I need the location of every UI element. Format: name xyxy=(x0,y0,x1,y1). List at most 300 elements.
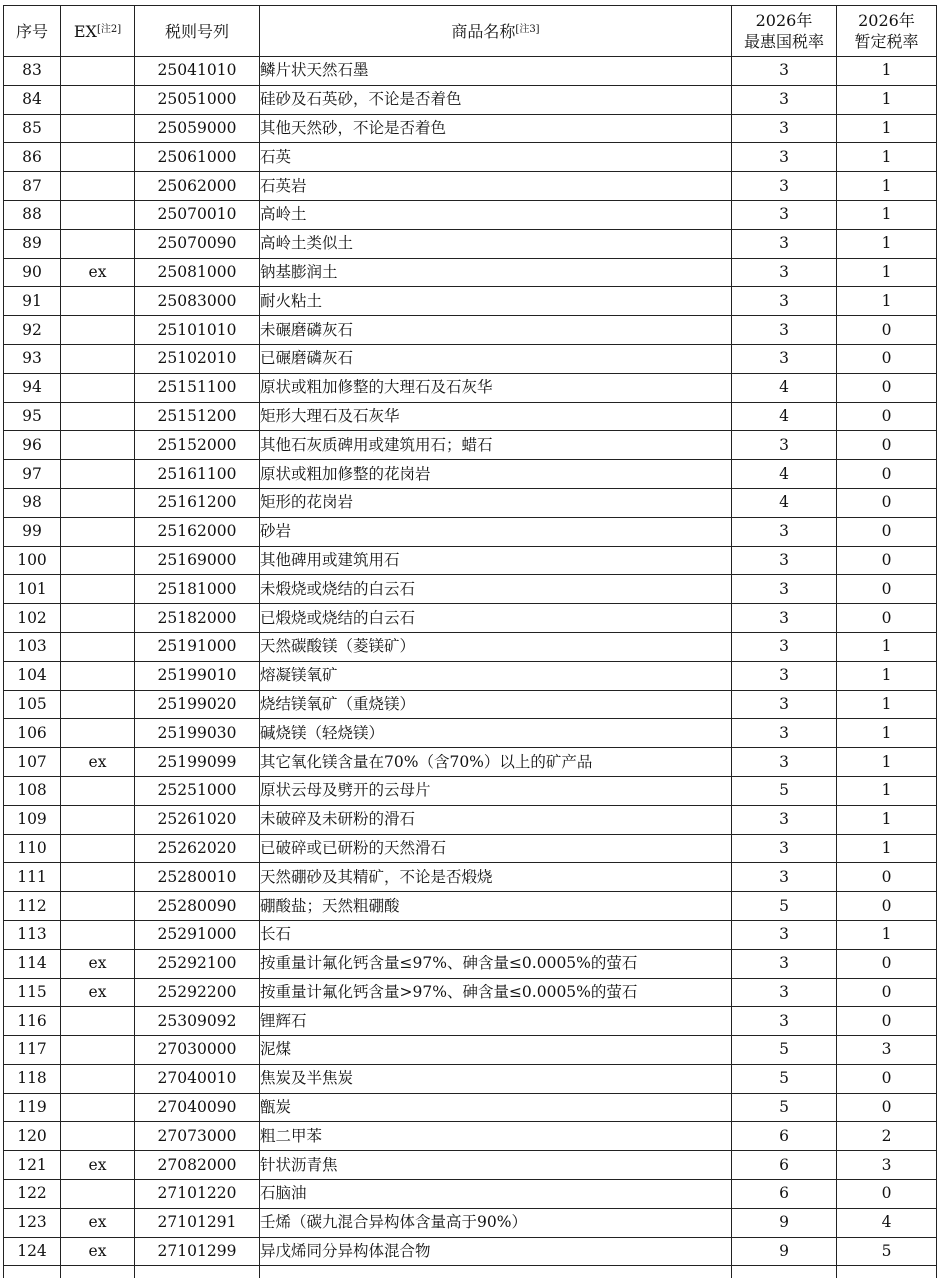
cell-seq: 112 xyxy=(4,892,61,921)
cell-provisional-rate: 0 xyxy=(837,460,937,489)
cell-product-name: 未煅烧或烧结的白云石 xyxy=(260,575,732,604)
cell-mfn-rate: 4 xyxy=(732,460,837,489)
cell-ex xyxy=(61,1007,135,1036)
cell-seq: 83 xyxy=(4,57,61,86)
cell-provisional-rate: 1 xyxy=(837,805,937,834)
cell-provisional-rate: 0 xyxy=(837,488,937,517)
cell-mfn-rate: 3 xyxy=(732,949,837,978)
table-row xyxy=(4,316,937,345)
table-row xyxy=(4,1064,937,1093)
table-row xyxy=(4,776,937,805)
cell-product-name: 耐火粘土 xyxy=(260,287,732,316)
cell-mfn-rate: 3 xyxy=(732,287,837,316)
cell-provisional-rate: 1 xyxy=(837,920,937,949)
header-tariff-code: 税则号列 xyxy=(135,6,260,57)
header-seq: 序号 xyxy=(4,6,61,57)
header-product-name: 商品名称[注3] xyxy=(260,6,732,57)
cell-seq: 120 xyxy=(4,1122,61,1151)
cell-ex xyxy=(61,143,135,172)
table-row xyxy=(4,1036,937,1065)
cell-seq: 111 xyxy=(4,863,61,892)
cell-mfn-rate: 6 xyxy=(732,1122,837,1151)
cell-mfn-rate: 3 xyxy=(732,978,837,1007)
cell-ex xyxy=(61,1064,135,1093)
cell-provisional-rate: 0 xyxy=(837,546,937,575)
table-row xyxy=(4,604,937,633)
cell-mfn-rate: 5 xyxy=(732,776,837,805)
table-row xyxy=(4,517,937,546)
table-row xyxy=(4,344,937,373)
cell-product-name: 泥煤 xyxy=(260,1036,732,1065)
cell-product-name: 天然碳酸镁（菱镁矿） xyxy=(260,632,732,661)
cell-seq: 103 xyxy=(4,632,61,661)
cell-ex xyxy=(61,460,135,489)
cell-tariff-code: 25199099 xyxy=(135,748,260,777)
cell-mfn-rate: 3 xyxy=(732,229,837,258)
cell-provisional-rate: 0 xyxy=(837,402,937,431)
cell-tariff-code: 25161100 xyxy=(135,460,260,489)
cell-mfn-rate: 3 xyxy=(732,143,837,172)
cell-seq: 86 xyxy=(4,143,61,172)
cell-seq: 106 xyxy=(4,719,61,748)
cell-provisional-rate: 1 xyxy=(837,661,937,690)
cell-tariff-code: 25151100 xyxy=(135,373,260,402)
cell-provisional-rate: 1 xyxy=(837,200,937,229)
cell-mfn-rate: 3 xyxy=(732,661,837,690)
cell-ex: ex xyxy=(61,949,135,978)
cell-product-name: 原状或粗加修整的花岗岩 xyxy=(260,460,732,489)
cell-tariff-code: 25182000 xyxy=(135,604,260,633)
cell-mfn-rate: 3 xyxy=(732,748,837,777)
cell-product-name: 高岭土 xyxy=(260,200,732,229)
cell-ex xyxy=(61,892,135,921)
cell-tariff-code: 25169000 xyxy=(135,546,260,575)
cell-seq: 87 xyxy=(4,172,61,201)
cell-provisional-rate: 0 xyxy=(837,517,937,546)
cell-tariff-code: 27073000 xyxy=(135,1122,260,1151)
cell-ex xyxy=(61,114,135,143)
cell-product-name: 矩形大理石及石灰华 xyxy=(260,402,732,431)
cell-product-name: 石英岩 xyxy=(260,172,732,201)
cell-provisional-rate: 0 xyxy=(837,575,937,604)
table-row xyxy=(4,488,937,517)
cell-tariff-code: 25280090 xyxy=(135,892,260,921)
cell-provisional-rate: 0 xyxy=(837,1180,937,1209)
table-row xyxy=(4,85,937,114)
cell-mfn-rate: 3 xyxy=(732,632,837,661)
cell-seq: 122 xyxy=(4,1180,61,1209)
cell-ex: ex xyxy=(61,1237,135,1266)
cell-seq: 100 xyxy=(4,546,61,575)
cell-ex xyxy=(61,1093,135,1122)
cell-mfn-rate: 3 xyxy=(732,690,837,719)
cell-tariff-code: 25062000 xyxy=(135,172,260,201)
cell-provisional-rate: 1 xyxy=(837,57,937,86)
cell-product-name: 烧结镁氧矿（重烧镁） xyxy=(260,690,732,719)
table-row xyxy=(4,1237,937,1266)
cell-seq: 89 xyxy=(4,229,61,258)
cell-ex xyxy=(61,517,135,546)
cell-mfn-rate: 3 xyxy=(732,85,837,114)
table-row xyxy=(4,172,937,201)
cell-seq: 115 xyxy=(4,978,61,1007)
cell-provisional-rate: 1 xyxy=(837,229,937,258)
cell-seq: 116 xyxy=(4,1007,61,1036)
cell-tariff-code: 25262020 xyxy=(135,834,260,863)
cell-product-name: 异戊烯同分异构体混合物 xyxy=(260,1237,732,1266)
cell-tariff-code: 25152000 xyxy=(135,431,260,460)
cell-ex xyxy=(61,546,135,575)
cell-mfn-rate: 5 xyxy=(732,1064,837,1093)
cell-ex xyxy=(61,575,135,604)
cell-provisional-rate: 1 xyxy=(837,287,937,316)
table-row xyxy=(4,1007,937,1036)
cell-provisional-rate: 0 xyxy=(837,431,937,460)
cell-provisional-rate: 1 xyxy=(837,114,937,143)
cell-product-name: 鳞片状天然石墨 xyxy=(260,57,732,86)
table-row xyxy=(4,143,937,172)
cell-mfn-rate: 6 xyxy=(732,1180,837,1209)
table-body xyxy=(4,57,937,1266)
cell-product-name: 按重量计氟化钙含量≤97%、砷含量≤0.0005%的萤石 xyxy=(260,949,732,978)
cell-provisional-rate: 1 xyxy=(837,85,937,114)
table-row xyxy=(4,460,937,489)
cell-provisional-rate: 0 xyxy=(837,863,937,892)
cell-ex xyxy=(61,690,135,719)
cell-tariff-code: 25181000 xyxy=(135,575,260,604)
table-row-cutoff xyxy=(4,1266,937,1279)
cell-ex xyxy=(61,172,135,201)
table-row xyxy=(4,258,937,287)
cell-ex xyxy=(61,85,135,114)
cell-mfn-rate: 4 xyxy=(732,373,837,402)
cell-ex xyxy=(61,834,135,863)
cell-tariff-code: 25199010 xyxy=(135,661,260,690)
cell-mfn-rate: 3 xyxy=(732,172,837,201)
cell-tariff-code: 27040090 xyxy=(135,1093,260,1122)
table-row xyxy=(4,575,937,604)
cell-ex xyxy=(61,863,135,892)
cell-tariff-code: 25070090 xyxy=(135,229,260,258)
cell-seq: 119 xyxy=(4,1093,61,1122)
header-mfn-rate: 2026年 最惠国税率 xyxy=(732,6,837,57)
cell-provisional-rate: 1 xyxy=(837,834,937,863)
cell-provisional-rate: 0 xyxy=(837,1064,937,1093)
cell-provisional-rate: 4 xyxy=(837,1208,937,1237)
cell-seq: 88 xyxy=(4,200,61,229)
cell-ex xyxy=(61,488,135,517)
cell-provisional-rate: 1 xyxy=(837,690,937,719)
cell-mfn-rate: 3 xyxy=(732,805,837,834)
cell-mfn-rate: 3 xyxy=(732,1007,837,1036)
cell-provisional-rate: 1 xyxy=(837,776,937,805)
table-row xyxy=(4,200,937,229)
cell-seq: 102 xyxy=(4,604,61,633)
cell-ex xyxy=(61,373,135,402)
cell-tariff-code: 25261020 xyxy=(135,805,260,834)
cell-product-name: 原状云母及劈开的云母片 xyxy=(260,776,732,805)
table-row xyxy=(4,834,937,863)
table-row xyxy=(4,431,937,460)
cell-seq: 107 xyxy=(4,748,61,777)
cell-ex xyxy=(61,200,135,229)
cell-provisional-rate: 1 xyxy=(837,719,937,748)
cell-ex xyxy=(61,316,135,345)
cell-product-name: 其它氧化镁含量在70%（含70%）以上的矿产品 xyxy=(260,748,732,777)
table-row xyxy=(4,661,937,690)
cell-ex xyxy=(61,604,135,633)
header-ex: EX[注2] xyxy=(61,6,135,57)
cell-ex xyxy=(61,229,135,258)
cell-mfn-rate: 3 xyxy=(732,344,837,373)
cell-seq: 96 xyxy=(4,431,61,460)
cell-product-name: 壬烯（碳九混合异构体含量高于90%） xyxy=(260,1208,732,1237)
cell-product-name: 矩形的花岗岩 xyxy=(260,488,732,517)
cell-seq: 108 xyxy=(4,776,61,805)
table-row xyxy=(4,719,937,748)
cell-seq: 84 xyxy=(4,85,61,114)
cell-mfn-rate: 3 xyxy=(732,604,837,633)
cell-mfn-rate: 3 xyxy=(732,920,837,949)
cell-product-name: 原状或粗加修整的大理石及石灰华 xyxy=(260,373,732,402)
table-row xyxy=(4,1093,937,1122)
cell-product-name: 锂辉石 xyxy=(260,1007,732,1036)
table-row xyxy=(4,546,937,575)
cell-provisional-rate: 2 xyxy=(837,1122,937,1151)
cell-seq: 114 xyxy=(4,949,61,978)
cell-mfn-rate: 5 xyxy=(732,1093,837,1122)
table-row xyxy=(4,229,937,258)
cell-product-name: 碱烧镁（轻烧镁） xyxy=(260,719,732,748)
table-row xyxy=(4,978,937,1007)
cell-tariff-code: 25051000 xyxy=(135,85,260,114)
cell-seq: 101 xyxy=(4,575,61,604)
table-row xyxy=(4,1122,937,1151)
table-row xyxy=(4,1151,937,1180)
cell-mfn-rate: 3 xyxy=(732,258,837,287)
cell-product-name: 已破碎或已研粉的天然滑石 xyxy=(260,834,732,863)
header-ex-note: [注2] xyxy=(96,23,122,35)
cell-ex: ex xyxy=(61,978,135,1007)
cell-mfn-rate: 5 xyxy=(732,1036,837,1065)
table-row xyxy=(4,748,937,777)
cell-provisional-rate: 1 xyxy=(837,143,937,172)
cell-seq: 99 xyxy=(4,517,61,546)
cell-tariff-code: 25291000 xyxy=(135,920,260,949)
table-row xyxy=(4,863,937,892)
cell-product-name: 熔凝镁氧矿 xyxy=(260,661,732,690)
cell-provisional-rate: 0 xyxy=(837,978,937,1007)
cell-seq: 123 xyxy=(4,1208,61,1237)
table-row xyxy=(4,632,937,661)
cell-product-name: 按重量计氟化钙含量>97%、砷含量≤0.0005%的萤石 xyxy=(260,978,732,1007)
cell-tariff-code: 27040010 xyxy=(135,1064,260,1093)
table-row xyxy=(4,1180,937,1209)
cell-ex xyxy=(61,661,135,690)
cell-mfn-rate: 3 xyxy=(732,834,837,863)
table-row xyxy=(4,1208,937,1237)
cell-provisional-rate: 0 xyxy=(837,949,937,978)
cell-seq: 113 xyxy=(4,920,61,949)
cell-ex: ex xyxy=(61,258,135,287)
cell-product-name: 天然硼砂及其精矿，不论是否煅烧 xyxy=(260,863,732,892)
cell-ex xyxy=(61,344,135,373)
table-row xyxy=(4,892,937,921)
cell-seq: 121 xyxy=(4,1151,61,1180)
cell-tariff-code: 25280010 xyxy=(135,863,260,892)
cell-product-name: 未破碎及未研粉的滑石 xyxy=(260,805,732,834)
cell-provisional-rate: 0 xyxy=(837,604,937,633)
cell-tariff-code: 27101299 xyxy=(135,1237,260,1266)
cell-provisional-rate: 3 xyxy=(837,1151,937,1180)
cell-ex: ex xyxy=(61,1208,135,1237)
cell-product-name: 长石 xyxy=(260,920,732,949)
cell-product-name: 粗二甲苯 xyxy=(260,1122,732,1151)
cell-ex xyxy=(61,431,135,460)
cell-tariff-code: 27030000 xyxy=(135,1036,260,1065)
cell-tariff-code: 25191000 xyxy=(135,632,260,661)
cell-ex xyxy=(61,1180,135,1209)
cell-ex xyxy=(61,287,135,316)
cell-seq: 118 xyxy=(4,1064,61,1093)
cell-seq: 94 xyxy=(4,373,61,402)
cell-mfn-rate: 4 xyxy=(732,402,837,431)
cell-tariff-code: 27082000 xyxy=(135,1151,260,1180)
cell-product-name: 甑炭 xyxy=(260,1093,732,1122)
table-header-row xyxy=(4,6,937,57)
cell-tariff-code: 25162000 xyxy=(135,517,260,546)
cell-seq: 85 xyxy=(4,114,61,143)
cell-ex xyxy=(61,776,135,805)
cell-tariff-code: 25061000 xyxy=(135,143,260,172)
header-name-note: [注3] xyxy=(515,23,540,35)
cell-tariff-code: 25083000 xyxy=(135,287,260,316)
cell-ex xyxy=(61,805,135,834)
cell-product-name: 已煅烧或烧结的白云石 xyxy=(260,604,732,633)
cell-ex xyxy=(61,1122,135,1151)
cell-tariff-code: 25059000 xyxy=(135,114,260,143)
cell-seq: 117 xyxy=(4,1036,61,1065)
cell-product-name: 钠基膨润土 xyxy=(260,258,732,287)
cell-ex: ex xyxy=(61,1151,135,1180)
cell-seq: 105 xyxy=(4,690,61,719)
cell-product-name: 砂岩 xyxy=(260,517,732,546)
cell-seq: 90 xyxy=(4,258,61,287)
cell-product-name: 其他石灰质碑用或建筑用石；蜡石 xyxy=(260,431,732,460)
cell-mfn-rate: 3 xyxy=(732,114,837,143)
cell-product-name: 硼酸盐；天然粗硼酸 xyxy=(260,892,732,921)
cell-mfn-rate: 3 xyxy=(732,57,837,86)
cell-mfn-rate: 4 xyxy=(732,488,837,517)
cell-tariff-code: 25101010 xyxy=(135,316,260,345)
cell-seq: 98 xyxy=(4,488,61,517)
cell-tariff-code: 25292100 xyxy=(135,949,260,978)
table-row xyxy=(4,373,937,402)
cell-product-name: 其他天然砂，不论是否着色 xyxy=(260,114,732,143)
cell-tariff-code: 25070010 xyxy=(135,200,260,229)
cell-product-name: 其他碑用或建筑用石 xyxy=(260,546,732,575)
cell-seq: 124 xyxy=(4,1237,61,1266)
cell-tariff-code: 25041010 xyxy=(135,57,260,86)
cell-provisional-rate: 1 xyxy=(837,258,937,287)
table-row xyxy=(4,402,937,431)
cell-mfn-rate: 9 xyxy=(732,1208,837,1237)
table-row xyxy=(4,949,937,978)
cell-product-name: 硅砂及石英砂，不论是否着色 xyxy=(260,85,732,114)
cell-ex xyxy=(61,719,135,748)
cell-product-name: 焦炭及半焦炭 xyxy=(260,1064,732,1093)
cell-mfn-rate: 3 xyxy=(732,517,837,546)
cell-product-name: 已碾磨磷灰石 xyxy=(260,344,732,373)
table-row xyxy=(4,805,937,834)
table-row xyxy=(4,114,937,143)
cell-ex xyxy=(61,632,135,661)
table-row xyxy=(4,920,937,949)
cell-mfn-rate: 3 xyxy=(732,431,837,460)
cell-tariff-code: 25251000 xyxy=(135,776,260,805)
cell-tariff-code: 25161200 xyxy=(135,488,260,517)
cell-ex xyxy=(61,1036,135,1065)
cell-seq: 93 xyxy=(4,344,61,373)
cell-ex xyxy=(61,402,135,431)
cell-mfn-rate: 5 xyxy=(732,892,837,921)
table-row xyxy=(4,57,937,86)
tariff-table xyxy=(3,5,937,1278)
cell-mfn-rate: 3 xyxy=(732,316,837,345)
cell-tariff-code: 25081000 xyxy=(135,258,260,287)
cell-provisional-rate: 0 xyxy=(837,892,937,921)
cell-provisional-rate: 5 xyxy=(837,1237,937,1266)
cell-seq: 92 xyxy=(4,316,61,345)
cell-tariff-code: 25199020 xyxy=(135,690,260,719)
cell-product-name: 石英 xyxy=(260,143,732,172)
cell-provisional-rate: 0 xyxy=(837,344,937,373)
cell-seq: 104 xyxy=(4,661,61,690)
cell-tariff-code: 25292200 xyxy=(135,978,260,1007)
cell-tariff-code: 25199030 xyxy=(135,719,260,748)
cell-provisional-rate: 0 xyxy=(837,1093,937,1122)
cell-provisional-rate: 0 xyxy=(837,316,937,345)
cell-seq: 91 xyxy=(4,287,61,316)
cell-provisional-rate: 3 xyxy=(837,1036,937,1065)
cell-mfn-rate: 3 xyxy=(732,575,837,604)
cell-tariff-code: 27101291 xyxy=(135,1208,260,1237)
cell-ex: ex xyxy=(61,748,135,777)
cell-provisional-rate: 1 xyxy=(837,172,937,201)
cell-tariff-code: 25309092 xyxy=(135,1007,260,1036)
table-row xyxy=(4,690,937,719)
cell-provisional-rate: 1 xyxy=(837,748,937,777)
cell-mfn-rate: 3 xyxy=(732,863,837,892)
cell-product-name: 未碾磨磷灰石 xyxy=(260,316,732,345)
cell-ex xyxy=(61,57,135,86)
header-provisional-rate: 2026年 暂定税率 xyxy=(837,6,937,57)
cell-mfn-rate: 6 xyxy=(732,1151,837,1180)
cell-provisional-rate: 0 xyxy=(837,373,937,402)
cell-tariff-code: 27101220 xyxy=(135,1180,260,1209)
cell-seq: 110 xyxy=(4,834,61,863)
cell-seq: 97 xyxy=(4,460,61,489)
cell-product-name: 石脑油 xyxy=(260,1180,732,1209)
cell-product-name: 针状沥青焦 xyxy=(260,1151,732,1180)
cell-ex xyxy=(61,920,135,949)
cell-seq: 95 xyxy=(4,402,61,431)
cell-tariff-code: 25151200 xyxy=(135,402,260,431)
cell-mfn-rate: 3 xyxy=(732,200,837,229)
cell-product-name: 高岭土类似土 xyxy=(260,229,732,258)
cell-provisional-rate: 1 xyxy=(837,632,937,661)
cell-seq: 109 xyxy=(4,805,61,834)
